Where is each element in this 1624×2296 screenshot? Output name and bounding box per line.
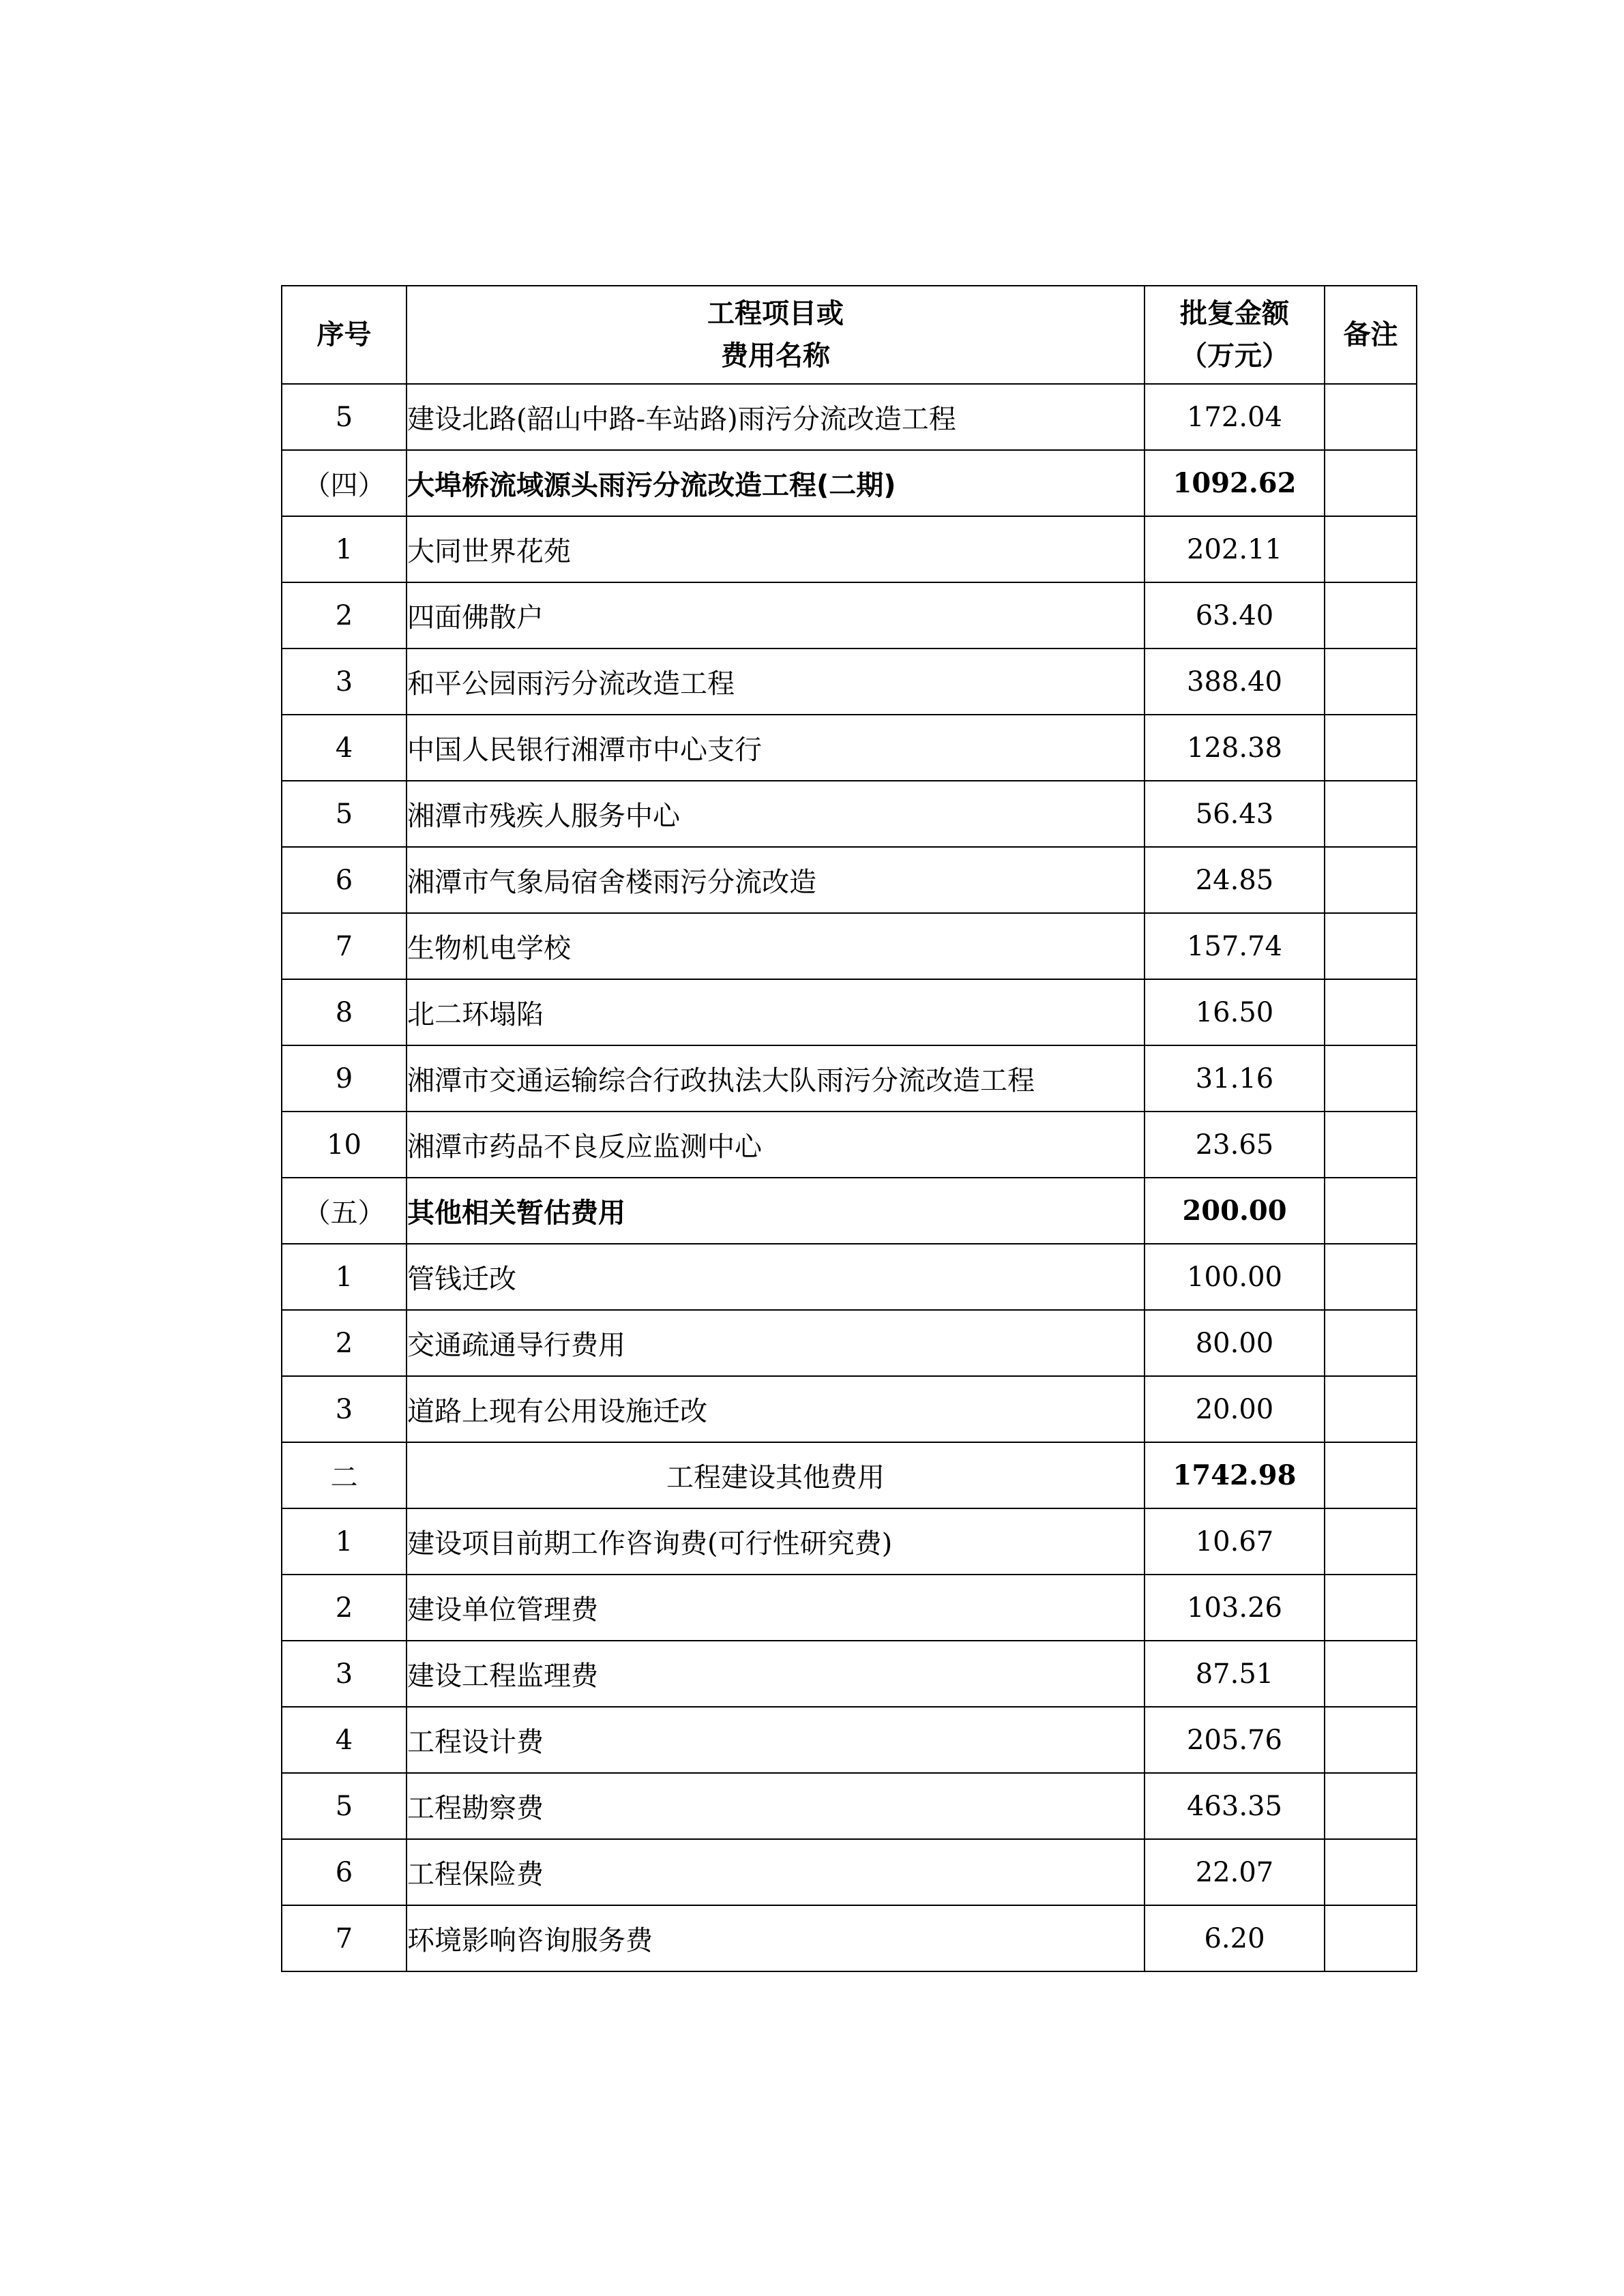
row-name: 工程保险费 (407, 1839, 1145, 1905)
row-no: 9 (282, 1045, 407, 1112)
table-row (282, 715, 1417, 781)
row-note (1325, 1707, 1417, 1773)
row-name: 建设单位管理费 (407, 1575, 1145, 1641)
row-note (1325, 516, 1417, 582)
row-amount: 200.00 (1145, 1178, 1325, 1244)
row-amount: 22.07 (1145, 1839, 1325, 1905)
table-row (282, 1641, 1417, 1707)
table-row (282, 979, 1417, 1045)
row-no: 4 (282, 715, 407, 781)
row-amount: 24.85 (1145, 847, 1325, 913)
row-amount: 100.00 (1145, 1244, 1325, 1310)
row-name: 湘潭市气象局宿舍楼雨污分流改造 (407, 847, 1145, 913)
row-amount: 16.50 (1145, 979, 1325, 1045)
table-row (282, 1310, 1417, 1376)
row-name: 工程设计费 (407, 1707, 1145, 1773)
table-row (282, 1905, 1417, 1971)
row-note (1325, 1641, 1417, 1707)
table-row (282, 1773, 1417, 1839)
row-name: 北二环塌陷 (407, 979, 1145, 1045)
row-no: 2 (282, 582, 407, 648)
table-row (282, 1244, 1417, 1310)
table-row (282, 1376, 1417, 1442)
table-row (282, 781, 1417, 847)
table-row (282, 847, 1417, 913)
header-amount (1145, 286, 1325, 384)
row-amount: 20.00 (1145, 1376, 1325, 1442)
row-name: 湘潭市残疾人服务中心 (407, 781, 1145, 847)
header-note: 备注 (1325, 286, 1417, 384)
row-amount: 128.38 (1145, 715, 1325, 781)
row-name: 生物机电学校 (407, 913, 1145, 979)
row-name: 建设北路(韶山中路-车站路)雨污分流改造工程 (407, 384, 1145, 450)
row-amount: 6.20 (1145, 1905, 1325, 1971)
row-amount: 1742.98 (1145, 1442, 1325, 1508)
table-row-subtotal (282, 450, 1417, 516)
table-row-subtotal (282, 1178, 1417, 1244)
row-no: 3 (282, 648, 407, 715)
row-name: 大埠桥流域源头雨污分流改造工程(二期) (407, 450, 1145, 516)
row-amount: 31.16 (1145, 1045, 1325, 1112)
table-row (282, 648, 1417, 715)
row-amount: 10.67 (1145, 1508, 1325, 1575)
row-note (1325, 1773, 1417, 1839)
row-name: 其他相关暂估费用 (407, 1178, 1145, 1244)
row-note (1325, 847, 1417, 913)
row-no: 1 (282, 1244, 407, 1310)
table-row (282, 913, 1417, 979)
row-note (1325, 1575, 1417, 1641)
row-name: 中国人民银行湘潭市中心支行 (407, 715, 1145, 781)
row-name: 和平公园雨污分流改造工程 (407, 648, 1145, 715)
fee-table (281, 285, 1417, 1972)
row-name: 道路上现有公用设施迁改 (407, 1376, 1145, 1442)
row-no: 1 (282, 516, 407, 582)
header-name-line1: 工程项目或 (707, 298, 844, 329)
row-note (1325, 1376, 1417, 1442)
row-note (1325, 781, 1417, 847)
row-name: 四面佛散户 (407, 582, 1145, 648)
row-no: 5 (282, 384, 407, 450)
row-name: 湘潭市交通运输综合行政执法大队雨污分流改造工程 (407, 1045, 1145, 1112)
row-no: 2 (282, 1575, 407, 1641)
row-amount: 63.40 (1145, 582, 1325, 648)
row-name: 大同世界花苑 (407, 516, 1145, 582)
row-amount: 388.40 (1145, 648, 1325, 715)
row-no: 10 (282, 1112, 407, 1178)
table-row (282, 1112, 1417, 1178)
row-no: （五） (282, 1178, 407, 1244)
row-name: 管钱迁改 (407, 1244, 1145, 1310)
row-note (1325, 715, 1417, 781)
row-no: （四） (282, 450, 407, 516)
row-amount: 1092.62 (1145, 450, 1325, 516)
row-no: 5 (282, 781, 407, 847)
row-no: 6 (282, 847, 407, 913)
row-note (1325, 1442, 1417, 1508)
row-note (1325, 384, 1417, 450)
row-note (1325, 582, 1417, 648)
row-no: 4 (282, 1707, 407, 1773)
header-amount-line1: 批复金额 (1180, 298, 1289, 329)
table-row (282, 1508, 1417, 1575)
row-amount: 205.76 (1145, 1707, 1325, 1773)
row-amount: 80.00 (1145, 1310, 1325, 1376)
row-note (1325, 450, 1417, 516)
table-header-row (282, 286, 1417, 384)
row-amount: 463.35 (1145, 1773, 1325, 1839)
row-note (1325, 1839, 1417, 1905)
table-row (282, 1575, 1417, 1641)
row-no: 二 (282, 1442, 407, 1508)
row-no: 5 (282, 1773, 407, 1839)
row-no: 7 (282, 913, 407, 979)
row-note (1325, 1178, 1417, 1244)
row-amount: 103.26 (1145, 1575, 1325, 1641)
header-name-line2: 费用名称 (721, 340, 830, 372)
table-row (282, 1045, 1417, 1112)
row-no: 3 (282, 1641, 407, 1707)
row-note (1325, 913, 1417, 979)
row-note (1325, 1244, 1417, 1310)
row-note (1325, 1905, 1417, 1971)
row-note (1325, 1310, 1417, 1376)
table-row (282, 516, 1417, 582)
row-name: 建设项目前期工作咨询费(可行性研究费) (407, 1508, 1145, 1575)
header-name (407, 286, 1145, 384)
row-name: 工程勘察费 (407, 1773, 1145, 1839)
row-no: 6 (282, 1839, 407, 1905)
row-name: 交通疏通导行费用 (407, 1310, 1145, 1376)
row-no: 8 (282, 979, 407, 1045)
row-amount: 87.51 (1145, 1641, 1325, 1707)
row-note (1325, 1112, 1417, 1178)
row-no: 1 (282, 1508, 407, 1575)
header-amount-line2: （万元） (1180, 340, 1289, 372)
row-name: 湘潭市药品不良反应监测中心 (407, 1112, 1145, 1178)
header-no: 序号 (282, 286, 407, 384)
row-name: 工程建设其他费用 (407, 1442, 1145, 1508)
row-amount: 172.04 (1145, 384, 1325, 450)
table-row-section (282, 1442, 1417, 1508)
table-row (282, 1707, 1417, 1773)
row-no: 3 (282, 1376, 407, 1442)
row-amount: 157.74 (1145, 913, 1325, 979)
row-amount: 202.11 (1145, 516, 1325, 582)
row-amount: 23.65 (1145, 1112, 1325, 1178)
row-note (1325, 979, 1417, 1045)
row-note (1325, 1508, 1417, 1575)
row-amount: 56.43 (1145, 781, 1325, 847)
row-name: 环境影响咨询服务费 (407, 1905, 1145, 1971)
row-no: 7 (282, 1905, 407, 1971)
table-row (282, 1839, 1417, 1905)
row-name: 建设工程监理费 (407, 1641, 1145, 1707)
table-row (282, 582, 1417, 648)
table-row (282, 384, 1417, 450)
row-no: 2 (282, 1310, 407, 1376)
row-note (1325, 1045, 1417, 1112)
row-note (1325, 648, 1417, 715)
